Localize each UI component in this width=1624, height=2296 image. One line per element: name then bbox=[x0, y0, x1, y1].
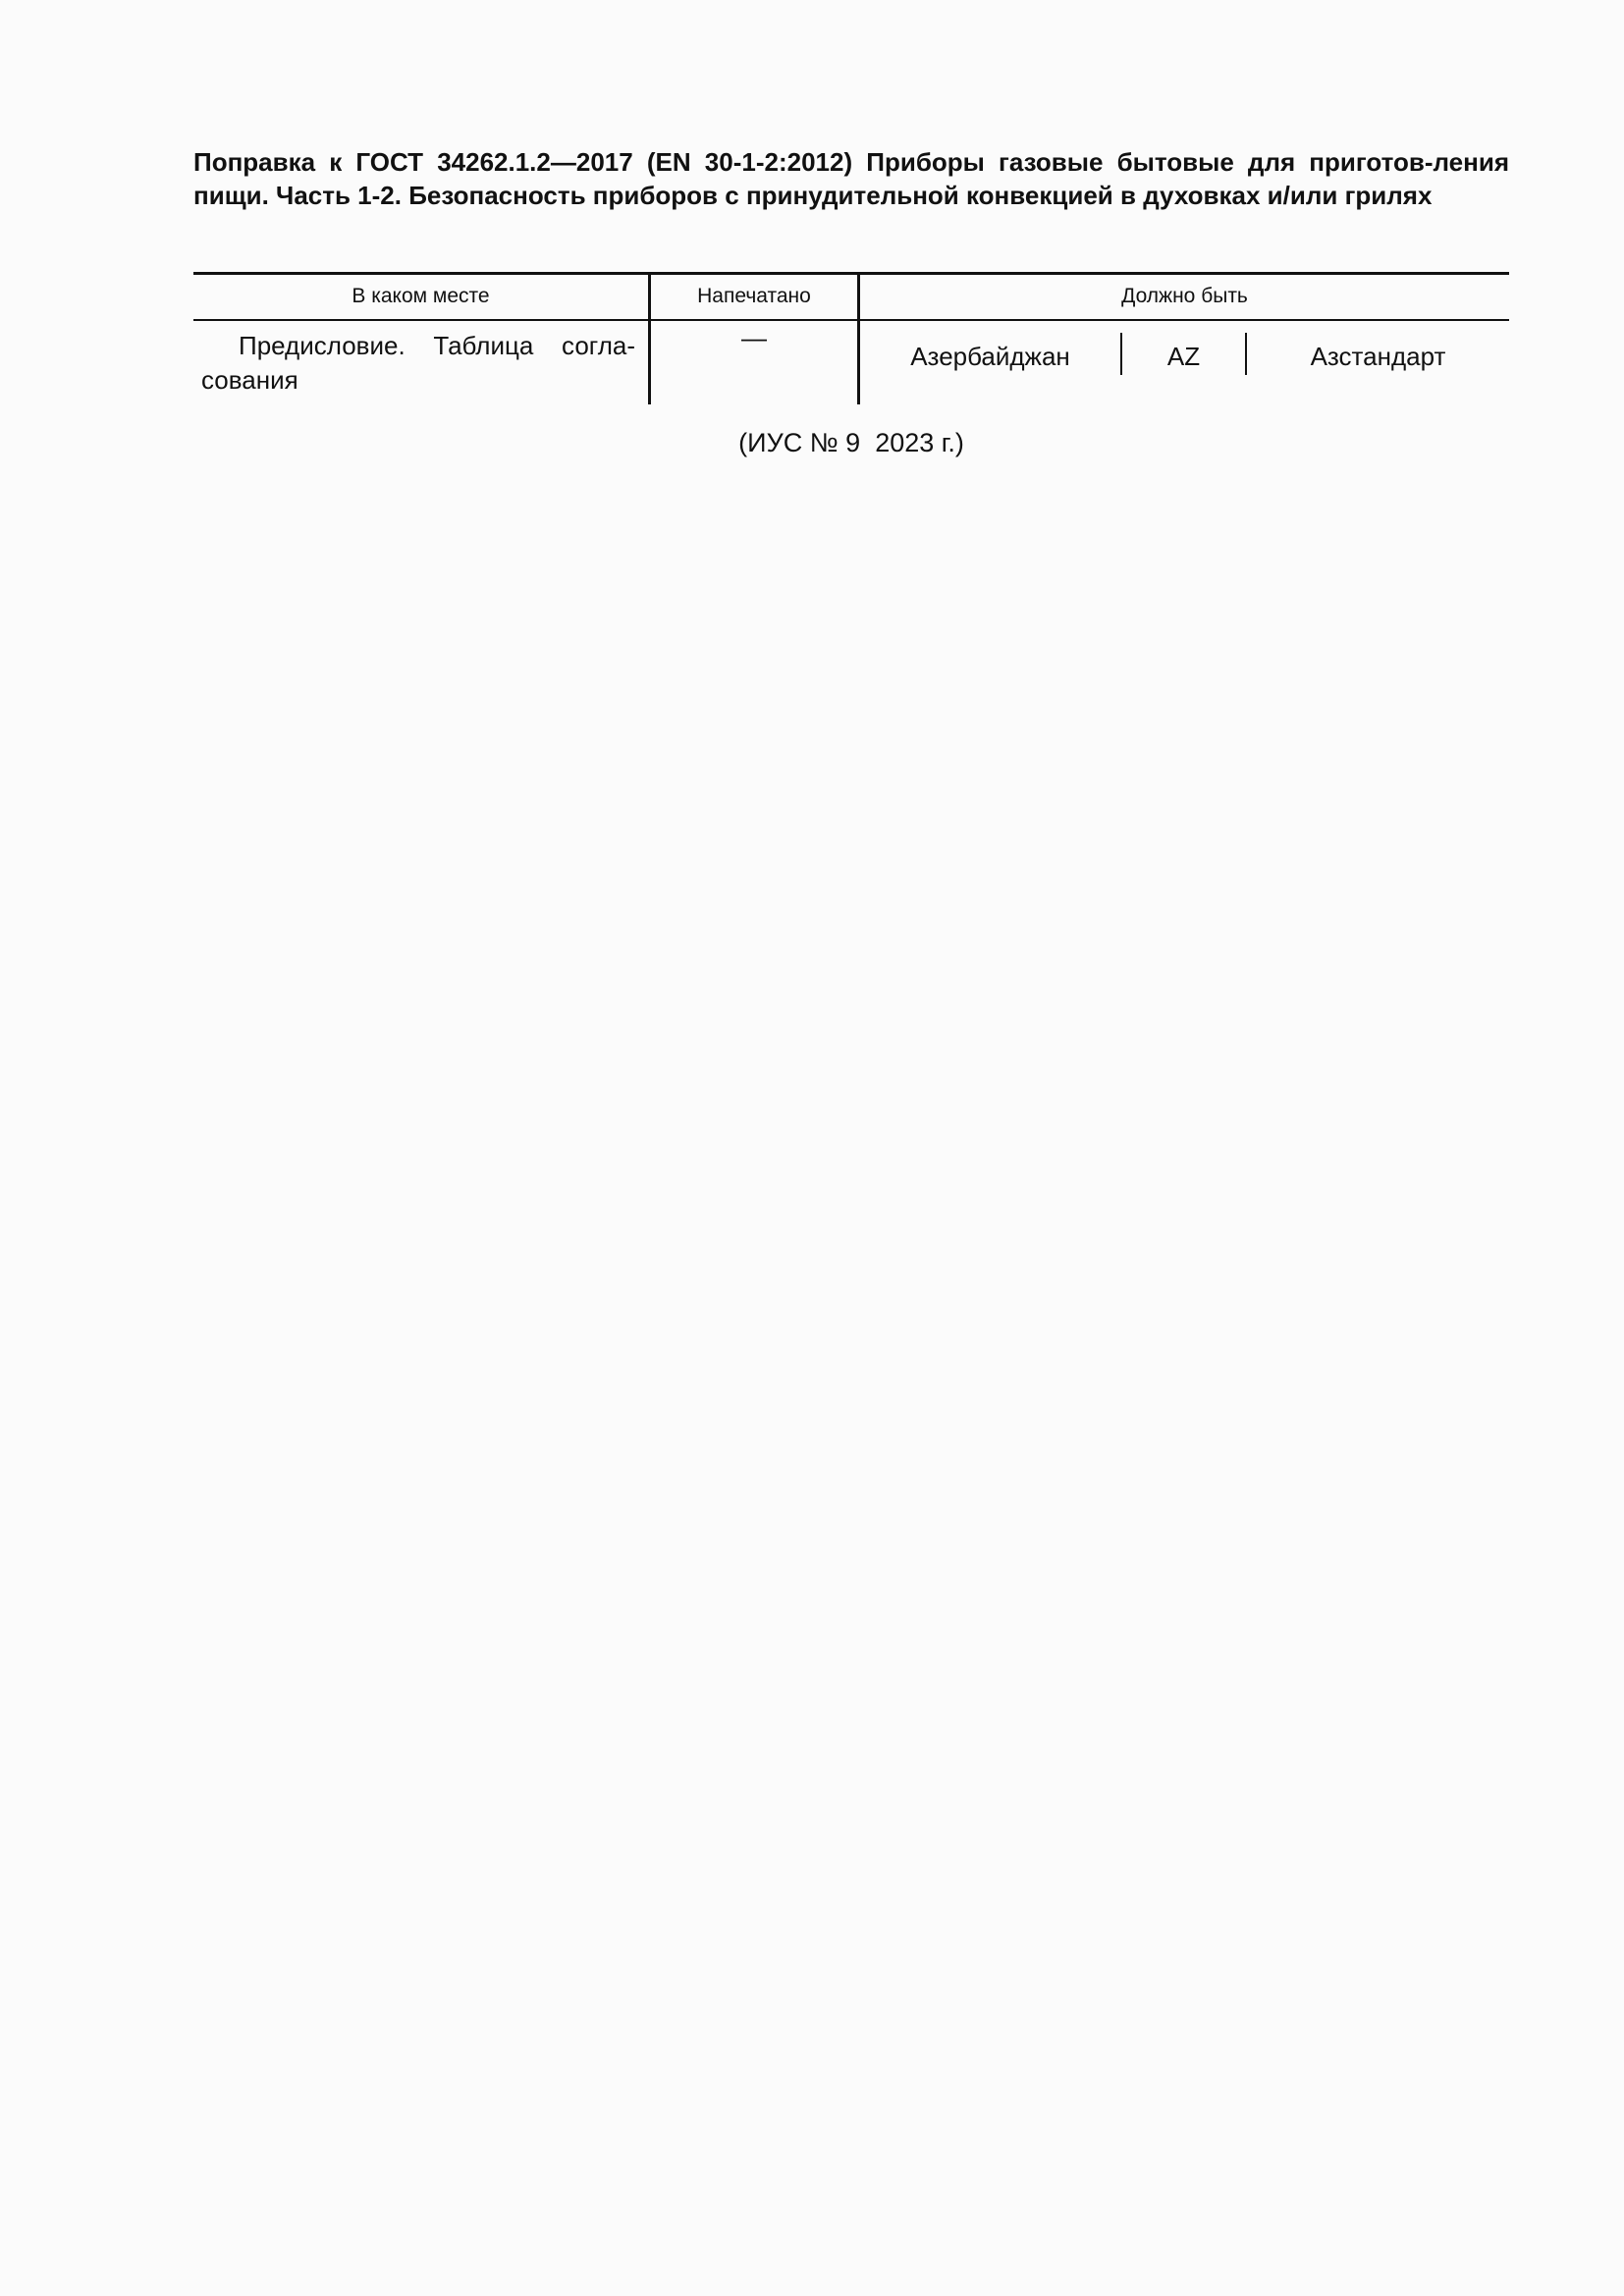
cell-where bbox=[201, 329, 635, 398]
cell-where-line: сования bbox=[201, 365, 298, 395]
cell-printed: — bbox=[741, 323, 767, 352]
table-top-rule bbox=[193, 272, 1509, 275]
header-where: В каком месте bbox=[352, 285, 490, 307]
header-should-be: Должно быть bbox=[1121, 285, 1248, 307]
cell-should-be-code: AZ bbox=[1166, 342, 1201, 371]
cell-where-line: Предисловие. Таблица согла- bbox=[239, 331, 635, 360]
correction-table bbox=[193, 272, 1509, 404]
ius-reference: (ИУС № 9 2023 г.) bbox=[738, 428, 964, 457]
header-printed: Напечатано bbox=[697, 285, 811, 307]
cell-should-be-body: Азстандарт bbox=[1310, 342, 1446, 371]
cell-should-be-country: Азербайджан bbox=[910, 342, 1070, 371]
document-title: Поправка к ГОСТ 34262.1.2—2017 (EN 30-1-2:2012) Приборы газовые бытовые для приготов-ления пищи. Часть 1-2. Безопасность приборов с принудительной конвекцией в духовках и/или грилях bbox=[193, 147, 1509, 210]
